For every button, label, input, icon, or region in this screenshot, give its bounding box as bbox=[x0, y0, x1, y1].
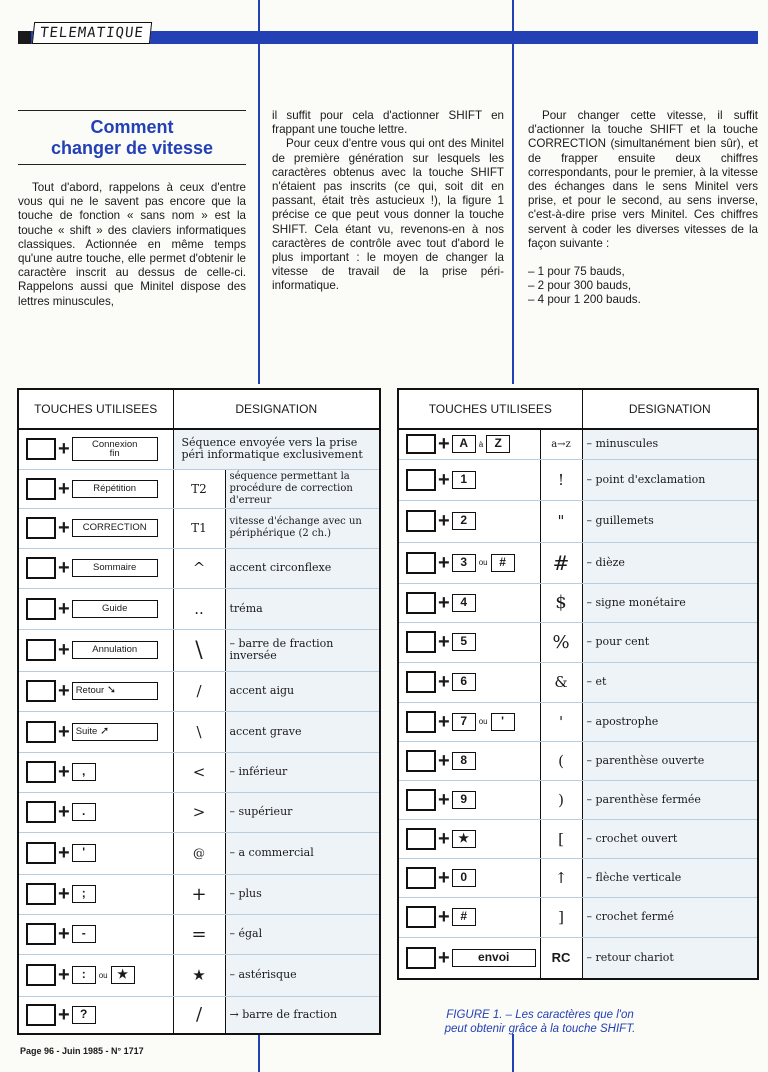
table-row: + 7 ou ' ' – apostrophe bbox=[398, 702, 758, 741]
table-row: + ' @ – a commercial bbox=[18, 832, 380, 874]
designation: – parenthèse fermée bbox=[582, 780, 758, 819]
table-row: + Répétition T2 séquence permettant la procédure de correction d'erreur bbox=[18, 469, 380, 508]
table-row: + ; + – plus bbox=[18, 874, 380, 914]
designation: – parenthèse ouverte bbox=[582, 741, 758, 780]
minitel-key: : bbox=[72, 966, 96, 984]
shift-table-left bbox=[17, 388, 381, 1035]
page-folio: Page 96 - Juin 1985 - N° 1717 bbox=[20, 1046, 144, 1056]
minitel-key: 2 bbox=[452, 512, 476, 530]
result-symbol: ↑ bbox=[540, 858, 582, 897]
key-combo: + Connexion fin bbox=[18, 429, 173, 469]
article-title-line1: Comment bbox=[90, 117, 174, 137]
column-rule-bottom-right bbox=[512, 1034, 514, 1072]
result-symbol: ★ bbox=[173, 954, 225, 996]
table-row: + , < – inférieur bbox=[18, 752, 380, 792]
minitel-key: , bbox=[72, 763, 96, 781]
header-keys: TOUCHES UTILISEES bbox=[398, 389, 582, 429]
designation: – guillemets bbox=[582, 500, 758, 542]
designation: – inférieur bbox=[225, 752, 380, 792]
table-row: + envoi RC – retour chariot bbox=[398, 937, 758, 979]
minitel-key: . bbox=[72, 803, 96, 821]
designation: – minuscules bbox=[582, 429, 758, 459]
designation: – barre de fraction inversée bbox=[225, 629, 380, 671]
article-column-1 bbox=[18, 110, 246, 309]
speed-item: – 2 pour 300 bauds, bbox=[528, 279, 632, 293]
minitel-key: 5 bbox=[452, 633, 476, 651]
minitel-key: # bbox=[452, 908, 476, 926]
result-symbol: ! bbox=[540, 459, 582, 500]
cursor-arrow-icon: ➚ bbox=[99, 724, 110, 737]
designation: accent aigu bbox=[225, 671, 380, 711]
table-row: + 4 $ – signe monétaire bbox=[398, 583, 758, 622]
result-symbol: > bbox=[173, 792, 225, 832]
table-row: + # ] – crochet fermé bbox=[398, 897, 758, 937]
table-row: + 6 & – et bbox=[398, 662, 758, 702]
minitel-key: 6 bbox=[452, 673, 476, 691]
designation: – a commercial bbox=[225, 832, 380, 874]
designation: tréma bbox=[225, 588, 380, 629]
speed-item: – 1 pour 75 bauds, bbox=[528, 265, 625, 279]
result-symbol: .. bbox=[173, 588, 225, 629]
designation: – crochet ouvert bbox=[582, 819, 758, 858]
header-square bbox=[18, 31, 31, 44]
result-symbol: & bbox=[540, 662, 582, 702]
title-rule-top bbox=[18, 110, 246, 111]
result-symbol: = bbox=[173, 914, 225, 954]
minitel-key: Connexion fin bbox=[72, 437, 158, 461]
minitel-key: Annulation bbox=[72, 641, 158, 659]
minitel-key: ' bbox=[491, 713, 515, 731]
designation: Séquence envoyée vers la prise péri informatique exclusivement bbox=[173, 429, 380, 469]
result-symbol: ' bbox=[540, 702, 582, 741]
star-key: ★ bbox=[452, 830, 476, 848]
table-row: + 5 % – pour cent bbox=[398, 622, 758, 662]
result-symbol: ^ bbox=[173, 548, 225, 588]
section-tag: TELEMATIQUE bbox=[32, 22, 152, 44]
result-symbol: RC bbox=[540, 937, 582, 979]
column-rule-left bbox=[258, 0, 260, 384]
article-column-2 bbox=[272, 109, 504, 294]
designation: – flèche verticale bbox=[582, 858, 758, 897]
result-symbol: / bbox=[173, 996, 225, 1034]
designation: – égal bbox=[225, 914, 380, 954]
designation: vitesse d'échange avec un périphérique (2 ch.) bbox=[225, 508, 380, 548]
table-row: + . > – supérieur bbox=[18, 792, 380, 832]
designation: – et bbox=[582, 662, 758, 702]
table-row: + 3 ou # # – dièze bbox=[398, 542, 758, 583]
envoi-key: envoi bbox=[452, 949, 536, 967]
minitel-key: 1 bbox=[452, 471, 476, 489]
table-row: + Retour ➘ / accent aigu bbox=[18, 671, 380, 711]
minitel-key: 9 bbox=[452, 791, 476, 809]
designation: – dièze bbox=[582, 542, 758, 583]
table-row: + 8 ( – parenthèse ouverte bbox=[398, 741, 758, 780]
minitel-key: Guide bbox=[72, 600, 158, 618]
result-symbol: " bbox=[540, 500, 582, 542]
designation: – pour cent bbox=[582, 622, 758, 662]
designation: – plus bbox=[225, 874, 380, 914]
col2-paragraph-2: Pour ceux d'entre vous qui ont des Minitel de première génération sur lesquels les caractères obtenus avec la touche SHIFT n'étaient pas inscrits (ce qui, soit dit en passant, était très astucieux !), la figure 1 précise ce que peut vous donner la touche SHIFT. Cela étant vu, revenons-en à nos caractères de contrôle avec tout d'abord le plus important : le moyen de changer la vitesse de travail de la prise péri-informatique. bbox=[272, 137, 504, 293]
header-designation: DESIGNATION bbox=[173, 389, 380, 429]
table-row: + Guide .. tréma bbox=[18, 588, 380, 629]
result-symbol: # bbox=[540, 542, 582, 583]
designation: – astérisque bbox=[225, 954, 380, 996]
table-row: + ? / → barre de fraction bbox=[18, 996, 380, 1034]
table-row: + - = – égal bbox=[18, 914, 380, 954]
result-symbol: % bbox=[540, 622, 582, 662]
designation: → barre de fraction bbox=[225, 996, 380, 1034]
minitel-key: 3 bbox=[452, 554, 476, 572]
speed-list bbox=[528, 265, 758, 308]
designation: – crochet fermé bbox=[582, 897, 758, 937]
header-designation: DESIGNATION bbox=[582, 389, 758, 429]
table-row: + ★ [ – crochet ouvert bbox=[398, 819, 758, 858]
result-symbol: / bbox=[173, 671, 225, 711]
table-row: + 9 ) – parenthèse fermée bbox=[398, 780, 758, 819]
result-symbol: ( bbox=[540, 741, 582, 780]
table-row: + CORRECTION T1 vitesse d'échange avec un périphérique (2 ch.) bbox=[18, 508, 380, 548]
minitel-key: Suite ➚ bbox=[72, 723, 158, 741]
figure-caption: FIGURE 1. – Les caractères que l'on peut obtenir grâce à la touche SHIFT. bbox=[444, 1009, 636, 1035]
result-symbol: ] bbox=[540, 897, 582, 937]
result-symbol: [ bbox=[540, 819, 582, 858]
minitel-key: Répétition bbox=[72, 480, 158, 498]
minitel-key: ? bbox=[72, 1006, 96, 1024]
header-keys: TOUCHES UTILISEES bbox=[18, 389, 173, 429]
result-symbol: < bbox=[173, 752, 225, 792]
result-symbol: + bbox=[173, 874, 225, 914]
col1-paragraph: Tout d'abord, rappelons à ceux d'entre vous qui ne le savent pas encore que la touche de fonction « sans nom » est la touche « shift » des claviers informatiques classiques. Actionnée en même temps qu'une autre touche, elle permet d'obtenir le caractère inscrit au dessus de celle-ci. Rappelons aussi que Minitel dispose des lettres minuscules, bbox=[18, 181, 246, 308]
minitel-key: CORRECTION bbox=[72, 519, 158, 537]
result-symbol: ) bbox=[540, 780, 582, 819]
result-symbol: \ bbox=[173, 629, 225, 671]
minitel-key: 0 bbox=[452, 869, 476, 887]
result-symbol: \ bbox=[173, 711, 225, 752]
minitel-key: ; bbox=[72, 885, 96, 903]
title-rule-bottom bbox=[18, 164, 246, 165]
minitel-key: Sommaire bbox=[72, 559, 158, 577]
minitel-key: - bbox=[72, 925, 96, 943]
table-row: + 1 ! – point d'exclamation bbox=[398, 459, 758, 500]
minitel-key: 8 bbox=[452, 752, 476, 770]
designation: séquence permettant la procédure de correction d'erreur bbox=[225, 469, 380, 508]
table-row: + 0 ↑ – flèche verticale bbox=[398, 858, 758, 897]
result-symbol: T1 bbox=[173, 508, 225, 548]
table-row: + Sommaire ^ accent circonflexe bbox=[18, 548, 380, 588]
result-symbol: a→z bbox=[540, 429, 582, 459]
table-row: + Suite ➚ \ accent grave bbox=[18, 711, 380, 752]
minitel-key: Z bbox=[486, 435, 510, 453]
designation: – point d'exclamation bbox=[582, 459, 758, 500]
column-rule-bottom-left bbox=[258, 1034, 260, 1072]
minitel-key: 7 bbox=[452, 713, 476, 731]
table-row bbox=[18, 429, 380, 469]
speed-item: – 4 pour 1 200 bauds. bbox=[528, 293, 641, 307]
cursor-arrow-icon: ➘ bbox=[106, 684, 117, 696]
table-row: + Annulation \ – barre de fraction inversée bbox=[18, 629, 380, 671]
table-row: + : ou ★ ★ – astérisque bbox=[18, 954, 380, 996]
designation: accent circonflexe bbox=[225, 548, 380, 588]
article-title-line2: changer de vitesse bbox=[50, 138, 214, 158]
minitel-key: Retour ➘ bbox=[72, 682, 158, 700]
designation: – apostrophe bbox=[582, 702, 758, 741]
shift-table-right bbox=[397, 388, 759, 980]
table-row: + 2 " – guillemets bbox=[398, 500, 758, 542]
result-symbol: $ bbox=[540, 583, 582, 622]
article-column-3 bbox=[528, 109, 758, 308]
minitel-key: A bbox=[452, 435, 476, 453]
col2-paragraph-1: il suffit pour cela d'actionner SHIFT en frappant une touche lettre. bbox=[272, 109, 504, 137]
designation: – retour chariot bbox=[582, 937, 758, 979]
result-symbol: @ bbox=[173, 832, 225, 874]
column-rule-right bbox=[512, 0, 514, 384]
designation: – supérieur bbox=[225, 792, 380, 832]
minitel-key: 4 bbox=[452, 594, 476, 612]
shift-key bbox=[26, 438, 56, 460]
minitel-key: # bbox=[491, 554, 515, 572]
star-key: ★ bbox=[111, 966, 135, 984]
result-symbol: T2 bbox=[173, 469, 225, 508]
minitel-key: ' bbox=[72, 844, 96, 862]
col3-paragraph: Pour changer cette vitesse, il suffit d'actionner la touche SHIFT et la touche CORRECTION (simultanément bien sûr), et de frapper ensuite deux chiffres correspondants, pour le premier, à la vitesse des échanges dans le sens Minitel vers prise, et pour le second, au sens inverse, c'est-à-dire prise vers Minitel. Ces chiffres servent à coder les diverses vitesses de la façon suivante : bbox=[528, 109, 758, 250]
designation: accent grave bbox=[225, 711, 380, 752]
table-row: + A à Z a→z – minuscules bbox=[398, 429, 758, 459]
designation: – signe monétaire bbox=[582, 583, 758, 622]
